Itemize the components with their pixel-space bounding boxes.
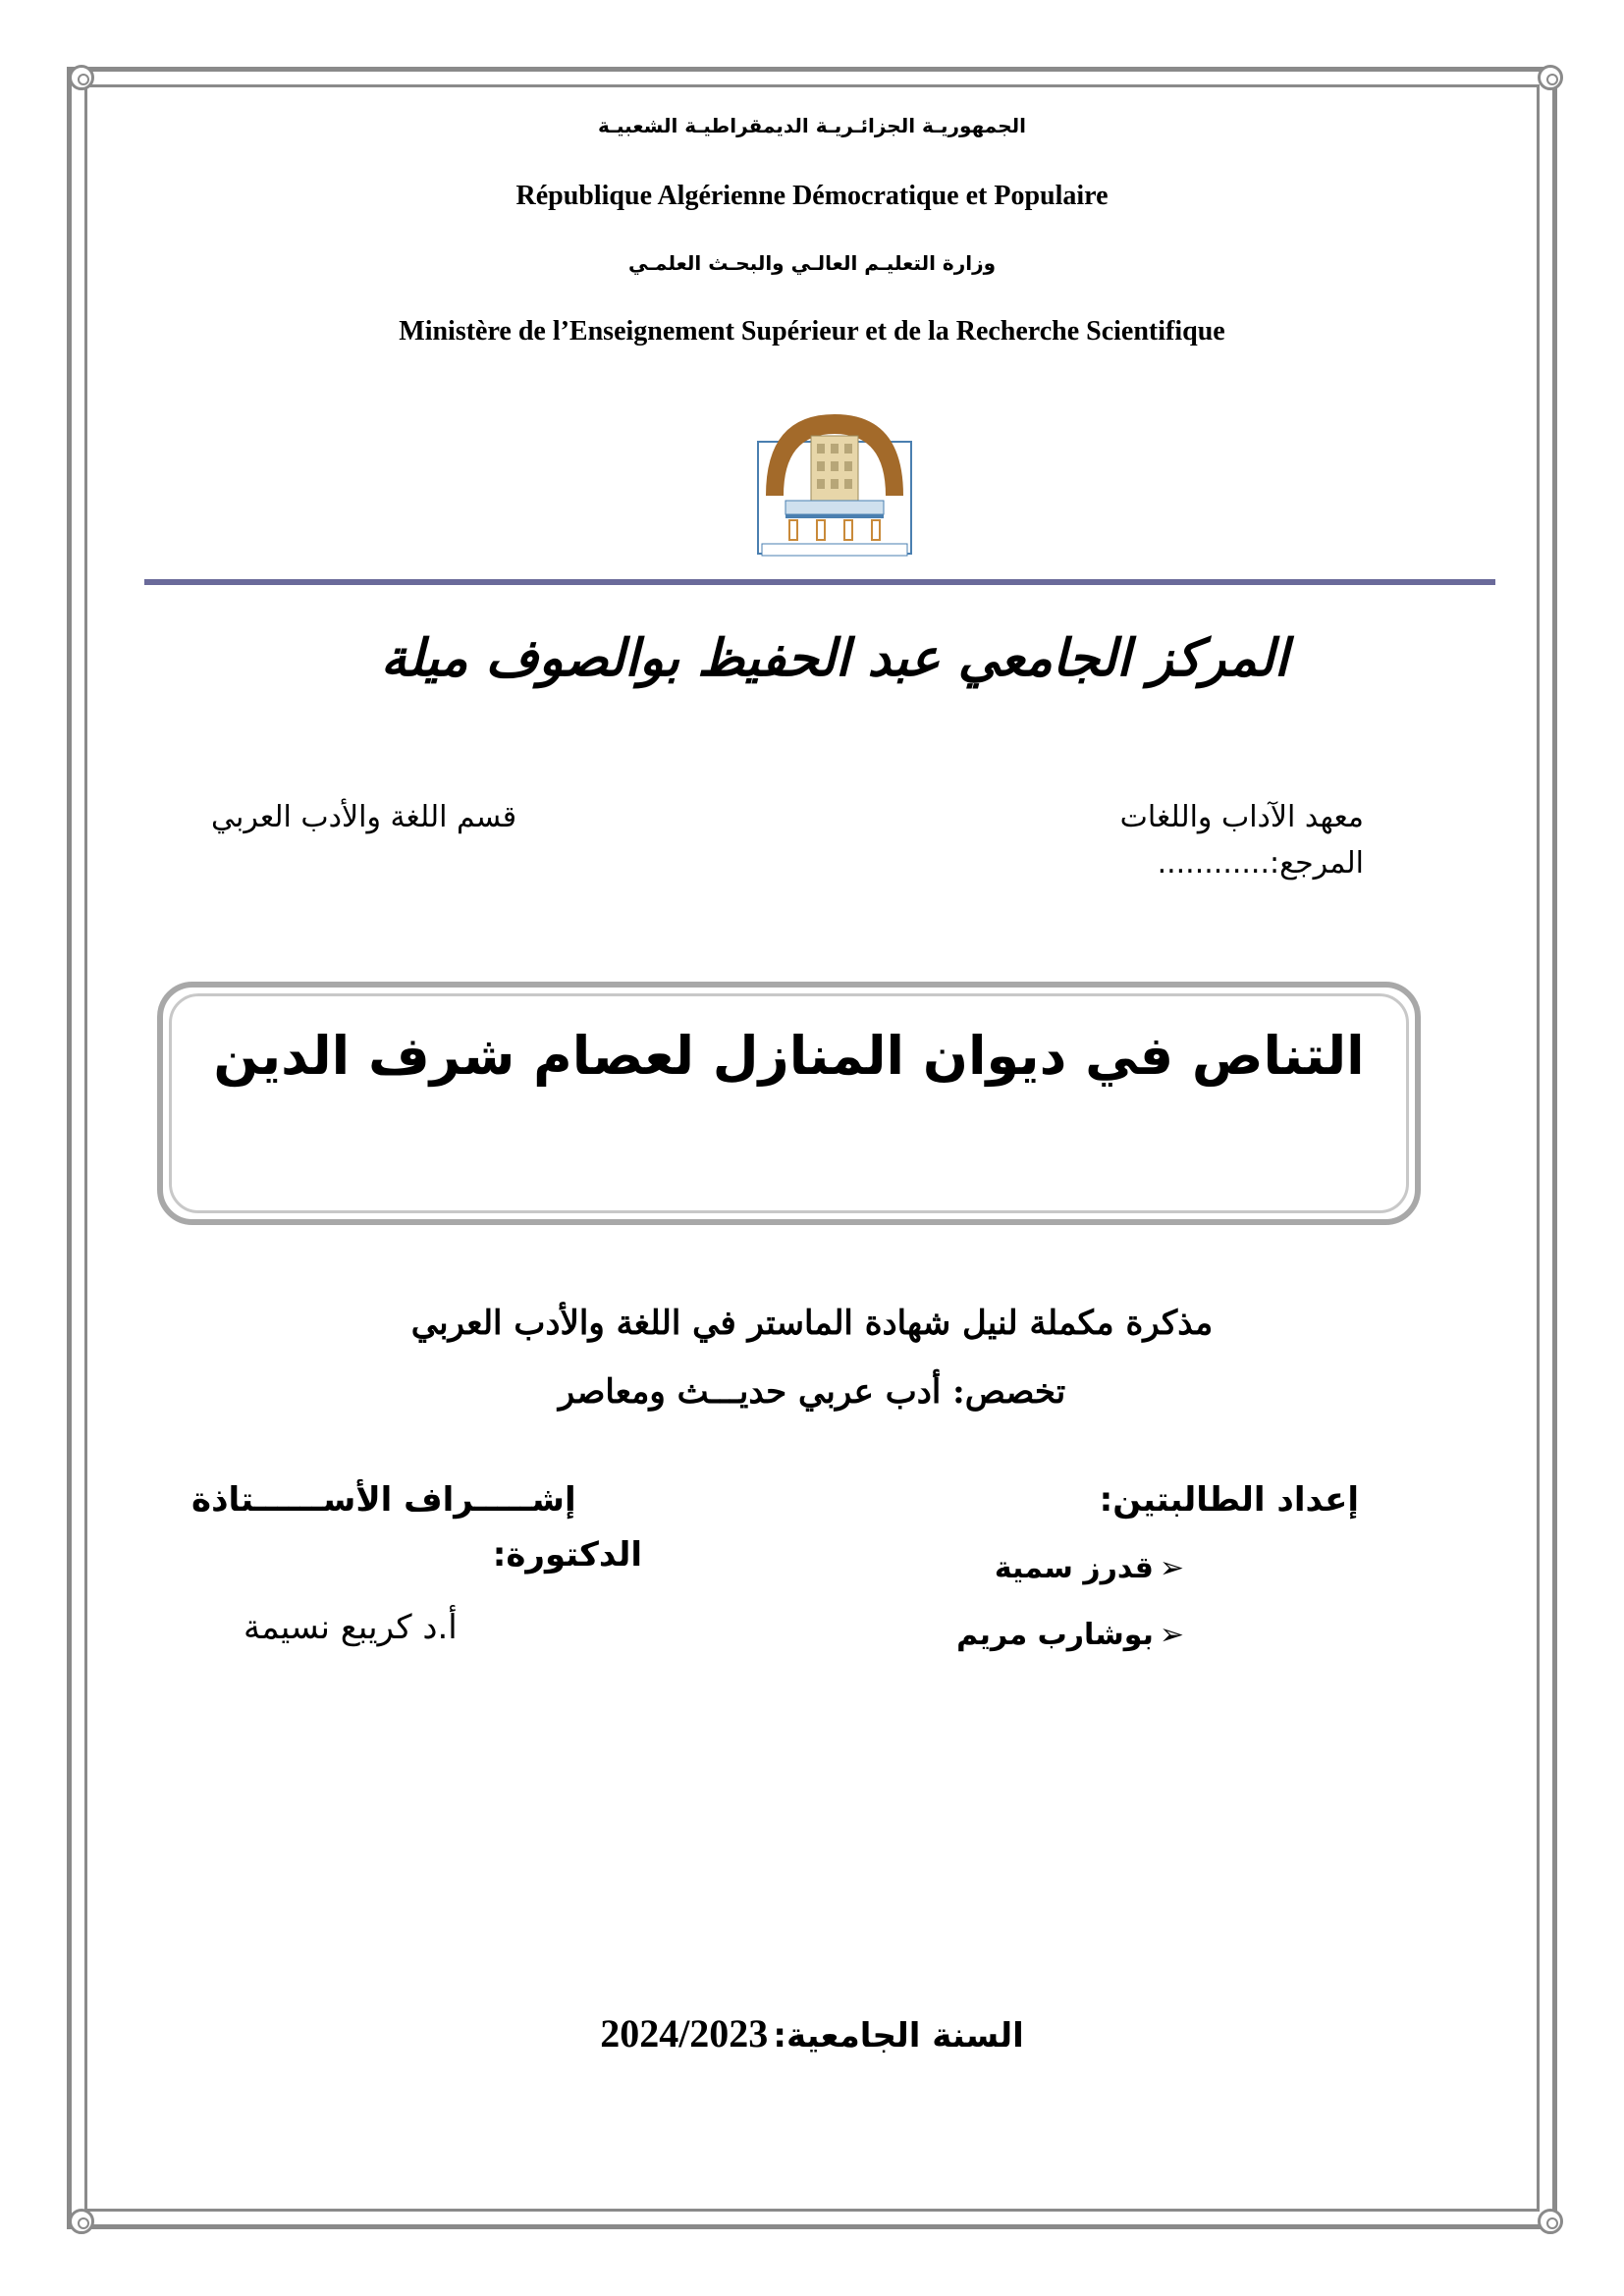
institute-name: معهد الآداب واللغات <box>1119 800 1364 834</box>
supervisor-label: إشـــــراف الأســــــتاذة <box>191 1480 576 1520</box>
supervisor-name: أ.د كريبع نسيمة <box>244 1608 458 1647</box>
ministry-arabic: وزارة التعليـم العالـي والبحـث العلمـي <box>627 251 997 275</box>
corner-ornament-bottom-left <box>69 2209 94 2234</box>
students-label: إعداد الطالبتين: <box>1099 1480 1359 1520</box>
supervisor-title: الدكتورة: <box>492 1535 642 1575</box>
reference-field: المرجع:............ <box>1157 846 1364 881</box>
thesis-title: التناص في ديوان المنازل لعصام شرف الدين <box>213 1025 1365 1087</box>
header-divider <box>144 579 1495 585</box>
specialty-statement: تخصص: أدب عربي حديـــث ومعاصر <box>558 1372 1066 1412</box>
university-logo <box>756 402 913 560</box>
university-name: المركز الجامعي عبد الحفيظ بوالصوف ميلة <box>380 628 1289 688</box>
student-name: ➢ بوشارب مريم <box>956 1618 1184 1652</box>
academic-year-label: السنة الجامعية: <box>773 2016 1024 2056</box>
thesis-title-box <box>157 982 1421 1225</box>
republic-arabic: الجمهوريـة الجزائـريـة الديمقراطيـة الشعبيـة <box>598 114 1026 137</box>
degree-statement: مذكرة مكملة لنيل شهادة الماستر في اللغة والأدب العربي <box>410 1304 1214 1343</box>
ministry-french: Ministère de l’Enseignement Supérieur et de la Recherche Scientifique <box>399 316 1225 347</box>
academic-year-value: 2024/2023 <box>600 2011 769 2056</box>
corner-ornament-top-right <box>1538 65 1563 90</box>
corner-ornament-bottom-right <box>1538 2209 1563 2234</box>
department-name: قسم اللغة والأدب العربي <box>211 800 517 834</box>
republic-french: République Algérienne Démocratique et Populaire <box>515 181 1109 211</box>
corner-ornament-top-left <box>69 65 94 90</box>
academic-year <box>0 2010 1624 2056</box>
student-name: ➢ قدرز سمية <box>995 1551 1184 1585</box>
